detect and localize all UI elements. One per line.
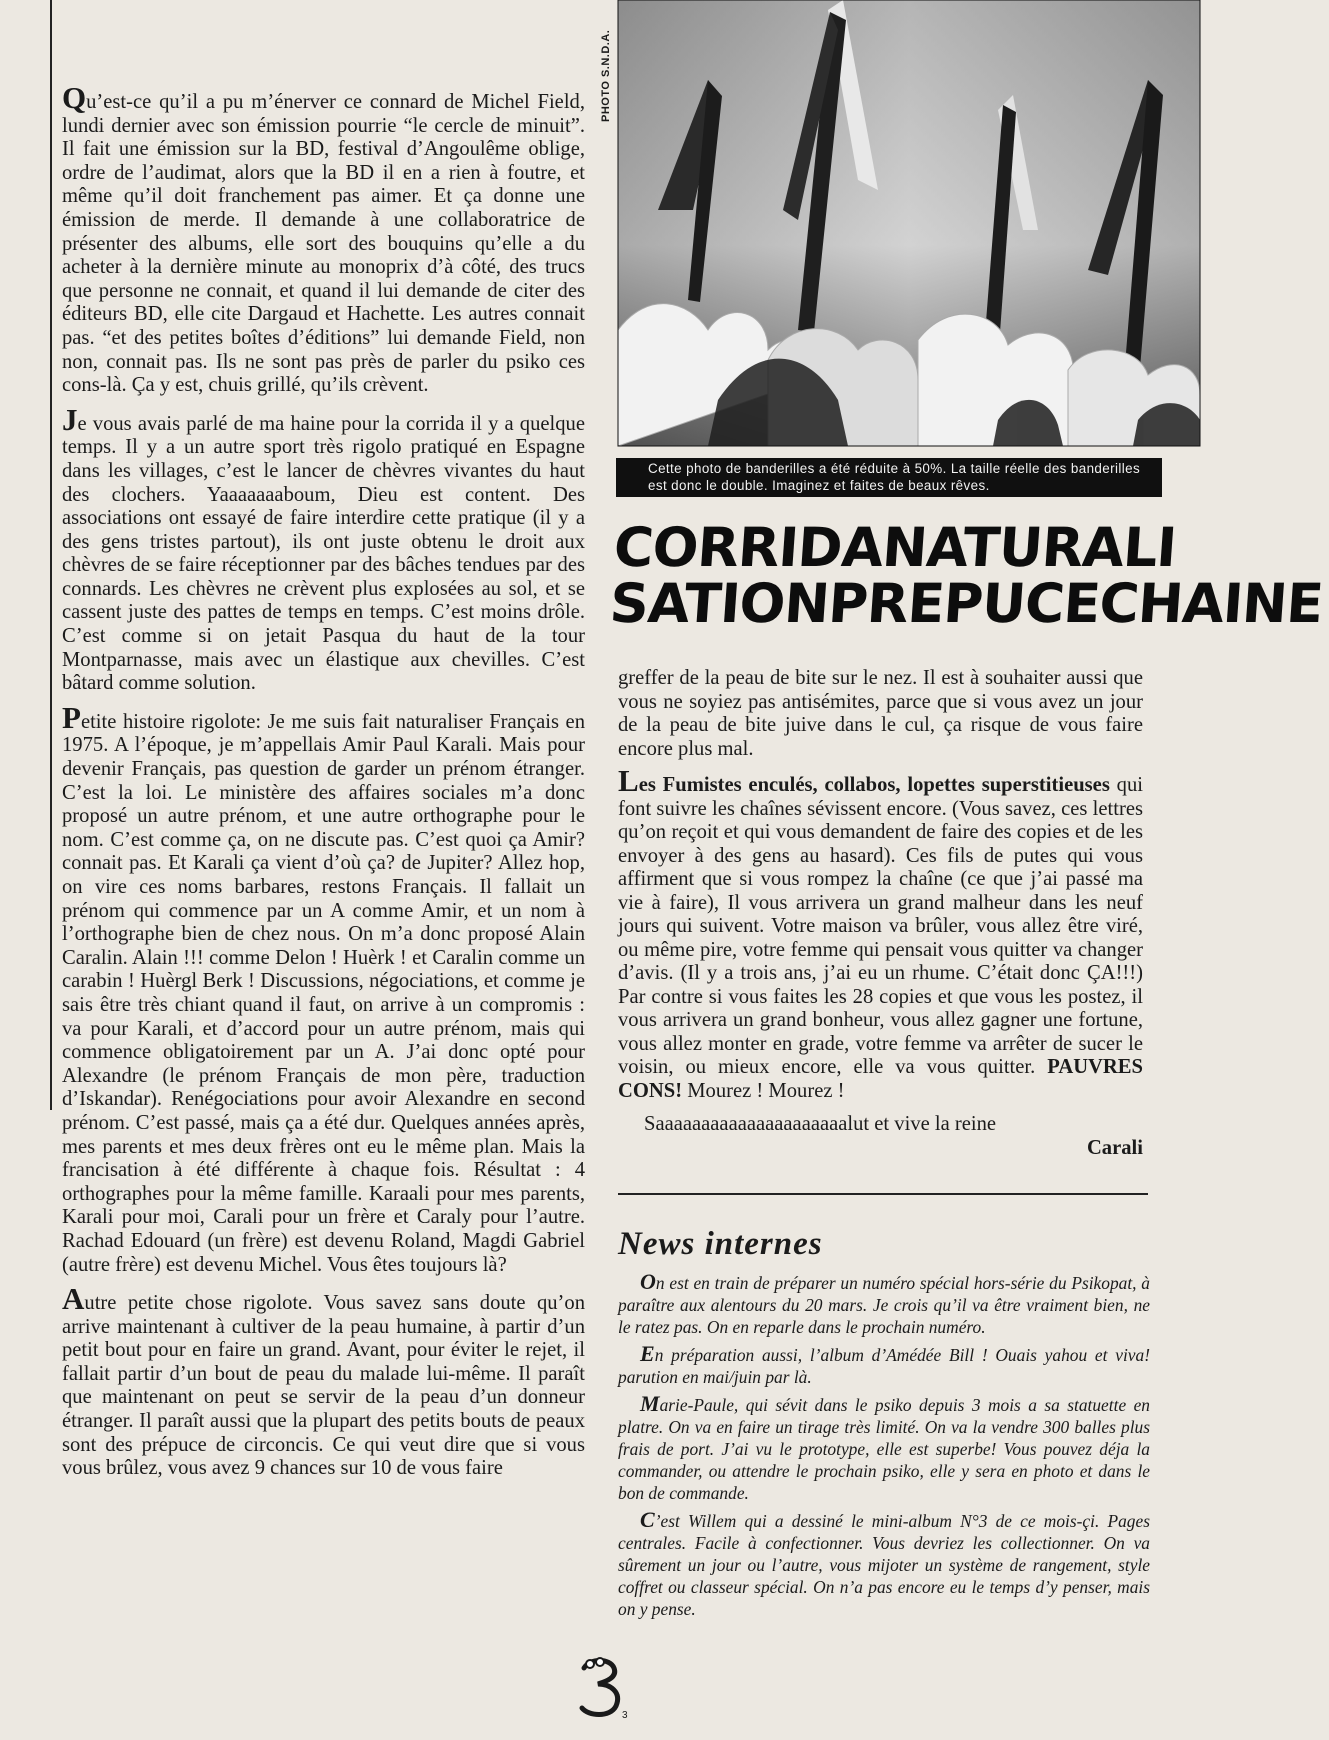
paragraph-text: u’est-ce qu’il a pu m’énerver ce connard de Michel Field, lundi dernier avec son émission pourrie “le cercle de minuit”. Il fait une émission sur la BD, festival d’Angoulême oblige, ordre de l’audimat, alors que la BD il en a rien à foutre, et même qu’il doit franchement pas aimer. Et ça donne une émission de merde. Il demande à une collaboratrice de présenter des albums, elle sort des bouquins qu’elle a du acheter à la dernière minute au monoprix d’à côté, des trucs que personne ne connait, et quand il lui demande de citer des éditeurs BD, elle cite Dargaud et Hachette. Les autres connait pas. “et des petites boîtes d’éditions” lui demande Field, non non, connait pas. Ils ne sont pas près de parler du psiko ces cons-là. Ça y est, chuis grillé, qu’ils crèvent. [62, 91, 585, 397]
banderilles-illustration [618, 0, 1200, 446]
news-item [618, 1269, 1150, 1338]
drop-letter: P [62, 699, 81, 735]
news-item [618, 1341, 1150, 1388]
paragraph-text: qui font suivre les chaînes sévissent encore. (Vous savez, ces lettres qu’on reçoit et qui vous demandent de faire des copies et de les envoyer à des gens au hasard). Ces fils de putes qui vous affirment que si vous rompez la chaîne (ce que j’ai passé ma vie à faire), Il vous arrivera un grand malheur dans les neuf jours qui suivent. Votre maison va brûler, vous allez être viré, ou même pire, votre femme qui pensait vous quitter va changer d’avis. (Il y a trois ans, j’ai eu un rhume. C’était donc ÇA!!!) Par contre si vous faites les 28 copies et que vous les postez, il vous arrivera un grand bonheur, vous allez gagner une fortune, vous allez monter en grade, votre femme va arrêter de sucer le voisin, ou mieux encore, elle va vous quitter. [618, 774, 1143, 1078]
news-section [618, 1269, 1150, 1626]
news-text: n préparation aussi, l’album d’Amédée Bill ! Ouais yahou et viva! parution en mai/juin par là. [618, 1345, 1150, 1387]
paragraph-chaines [618, 763, 1143, 1103]
right-column [618, 667, 1143, 1160]
news-text: ’est Willem qui a dessiné le mini-album N°3 de ce mois-çi. Pages centrales. Facile à confectionner. Vous devriez les collectionner. On va sûrement un jour ou l’autre, vous mijoter un système de rangement, style coffret ou classeur spécial. On n’a pas encore eu le temps d’y penser, mais on y pense. [618, 1511, 1150, 1619]
bold-phrase: es Fumistes enculés, collabos, lopettes superstitieuses [638, 774, 1110, 796]
paragraph-text: e vous avais parlé de ma haine pour la corrida il y a quelque temps. Il y a un autre sport très rigolo pratiqué en Espagne dans les villages, c’est le lancer de chèvres vivantes du haut des clochers. Yaaaaaaaboum, Dieu est content. Des associations ont essayé de faire interdire cette pratique (il y a des gens tristes partout), ils ont juste obtenu le droit aux chèvres de se faire réceptionner par des bâches tendues par des connards. Les chèvres ne crèvent plus explosées au sol, et se cassent juste des pattes de temps en temps. C’est moins drôle. C’est comme si on jetait Pasqua du haut de la tour Montparnasse, mais avec un élastique aux chevilles. C’est bâtard comme solution. [62, 412, 585, 695]
photo-credit: PHOTO S.N.D.A. [600, 29, 612, 122]
paragraph-peau-humaine [62, 1281, 585, 1481]
paragraph-continuation: greffer de la peau de bite sur le nez. Il est à souhaiter aussi que vous ne soyiez pas antisémites, parce que si vous avez un jour de la peau de bite juive dans le cul, ça risque de vous faire encore plus mal. [618, 667, 1143, 760]
page-number: 3 [622, 1710, 628, 1721]
signature: Carali [1086, 1136, 1143, 1159]
drop-letter: E [640, 1341, 655, 1366]
headline-line-1: CORRIDANATURALI [611, 516, 1178, 579]
column-rule [50, 0, 52, 1110]
drop-letter: J [62, 401, 78, 437]
news-item [618, 1391, 1150, 1504]
paragraph-naturalisation [62, 699, 585, 1277]
drop-letter: A [62, 1281, 85, 1317]
drop-letter: L [618, 763, 639, 798]
shout-tail: Mourez ! Mourez ! [682, 1079, 845, 1102]
paragraph-text: etite histoire rigolote: Je me suis fait naturaliser Français en 1975. A l’époque, je m’appellais Amir Paul Karali. Mais pour devenir Français, pas question de garder un prénom étranger. C’est la loi. Le ministère des affaires sociales m’a donc proposé un autre prénom, et une autre orthographe pour le nom. C’est comme ça, on ne discute pas. C’est quoi ça Amir? connait pas. Et Karali ça vient d’où ça? de Jupiter? Allez hop, on vire ces noms barbares, restons Français. Il fallait un prénom qui commence par un A comme Amir, et un nom à l’orthographe bien de chez nous. On m’a donc proposé Alain Caralin. Alain !!! comme Delon ! Huèrk ! et Caralin comme un carabin ! Huèrgl Berk ! Discussions, négociations, et comme je sais être très chiant quand il faut, on arrive à un compromis : va pour Karali, et d’accord pour un autre prénom, mais qui commence obligatoirement par un A. J’ai donc opté pour Alexandre (le prénom Français de mon père, traduction d’Iskandar). Renégociations pour avoir Alexandre en second prénom. C’est passé, mais ça a été dur. Quelques années après, mes parents et mes deux frères ont eu le même plan. Mais la francisation à été différente à chaque fois. Résultat : 4 orthographes pour la même famille. Karaali pour mes parents, Karali pour moi, Carali pour un frère et Caraly pour l’autre. Rachad Edouard (un frère) est devenu Roland, Magdi Gabriel (autre frère) est devenu Michel. Vous êtes toujours là? [62, 710, 585, 1276]
signoff: Saaaaaaaaaaaaaaaaaaaaalut et vive la reine [644, 1113, 997, 1135]
paragraph-text: utre petite chose rigolote. Vous savez sans doute qu’on arrive maintenant à cultiver de la peau humaine, à partir d’un petit bout pour en faire un grand. Avant, pour éviter le rejet, il fallait partir d’un bout de peau du malade lui-même. Il paraît que maintenant on peut se servir de la peau d’un donneur étranger. Il paraît aussi que la plupart des petits bouts de peaux sont des prépuce de circoncis. Ce qui veut dire que si vous vous brûlez, vous avez 9 chances sur 10 de vous faire [62, 1292, 585, 1480]
shout-text: PAUVRES CONS! [618, 1056, 1143, 1102]
drop-letter: M [640, 1391, 660, 1416]
drop-letter: C [640, 1507, 655, 1532]
left-column [62, 80, 585, 1493]
headline-line-2: SATIONPREPUCECHAINE [607, 572, 1325, 635]
section-rule [618, 1193, 1148, 1195]
paragraph-corrida [62, 401, 585, 696]
news-text: n est en train de préparer un numéro spécial hors-série du Psikopat, à paraître aux alentours du 20 mars. Je crois qu’il va être vraiment bien, ne le ratez pas. On en reparle dans le prochain numéro. [618, 1273, 1150, 1337]
page-number-doodle [570, 1652, 640, 1722]
banderilles-photo [618, 0, 1200, 446]
news-title: News internes [618, 1226, 823, 1262]
drop-letter: Q [62, 80, 87, 115]
paragraph-michel-field [62, 80, 585, 398]
photo-caption: Cette photo de banderilles a été réduite à 50%. La taille réelle des banderilles est donc le double. Imaginez et faites de beaux rêves. [616, 458, 1162, 497]
drop-letter: O [640, 1269, 656, 1294]
news-item [618, 1507, 1150, 1620]
headline [607, 516, 1325, 635]
news-text: arie-Paule, qui sévit dans le psiko depuis 3 mois a sa statuette en platre. On va en faire un tirage très limité. On va la vendre 300 balles plus frais de port. J’ai vu le prototype, elle est superbe! Vous pouvez déja la commander, ou attendre le prochain psiko, elle y sera en photo et dans le bon de commande. [618, 1395, 1150, 1503]
